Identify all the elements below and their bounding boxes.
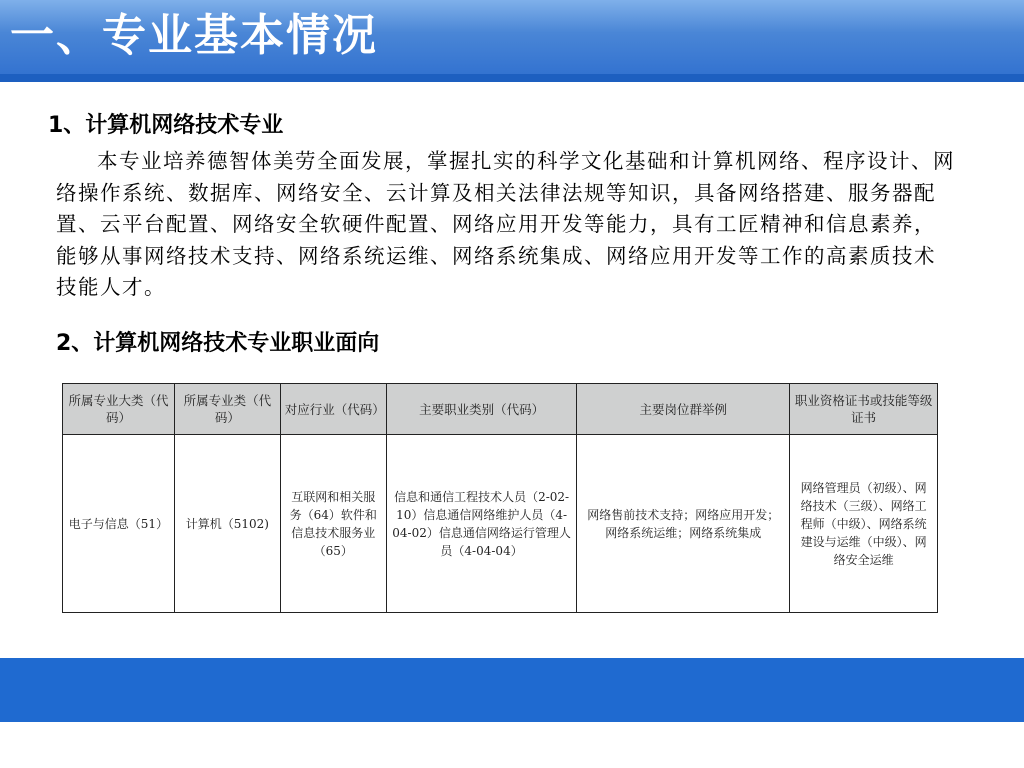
table-cell-industry: 互联网和相关服务（64）软件和信息技术服务业（65） — [280, 435, 386, 613]
table-cell-certificates: 网络管理员（初级）、网络技术（三级）、网络工程师（中级）、网络系统建设与运维（中级）、网络安全运维 — [790, 435, 938, 613]
table-header-cell: 所属专业类（代码） — [174, 384, 280, 435]
table-header-cell: 职业资格证书或技能等级证书 — [790, 384, 938, 435]
table-cell-positions: 网络售前技术支持；网络应用开发；网络系统运维；网络系统集成 — [577, 435, 790, 613]
section-1-heading: 1、计算机网络技术专业 — [48, 113, 284, 138]
table-header-row — [63, 384, 938, 435]
title-bar — [0, 0, 1024, 82]
table-cell-major-category: 电子与信息（51） — [63, 435, 175, 613]
table-header-cell: 主要职业类别（代码） — [386, 384, 577, 435]
career-orientation-table — [62, 383, 938, 613]
table-cell-occupation: 信息和通信工程技术人员（2-02-10）信息通信网络维护人员（4-04-02）信息通信网络运行管理人员（4-04-04） — [386, 435, 577, 613]
page-title: 一、专业基本情况 — [10, 10, 378, 61]
table-header-cell: 所属专业大类（代码） — [63, 384, 175, 435]
table-header-cell: 对应行业（代码） — [280, 384, 386, 435]
table-cell-major-class: 计算机（5102) — [174, 435, 280, 613]
title-underline-band — [0, 74, 1024, 82]
section-1-paragraph: 本专业培养德智体美劳全面发展，掌握扎实的科学文化基础和计算机网络、程序设计、网络操作系统、数据库、网络安全、云计算及相关法律法规等知识，具备网络搭建、服务器配置、云平台配置、网络安全软硬件配置、网络应用开发等能力，具有工匠精神和信息素养，能够从事网络技术支持、网络系统运维、网络系统集成、网络应用开发等工作的高素质技术技能人才。 — [56, 149, 955, 299]
table-header-cell: 主要岗位群举例 — [577, 384, 790, 435]
table-row — [63, 435, 938, 613]
footer-bar — [0, 658, 1024, 722]
section-2-heading: 2、计算机网络技术专业职业面向 — [56, 331, 380, 356]
